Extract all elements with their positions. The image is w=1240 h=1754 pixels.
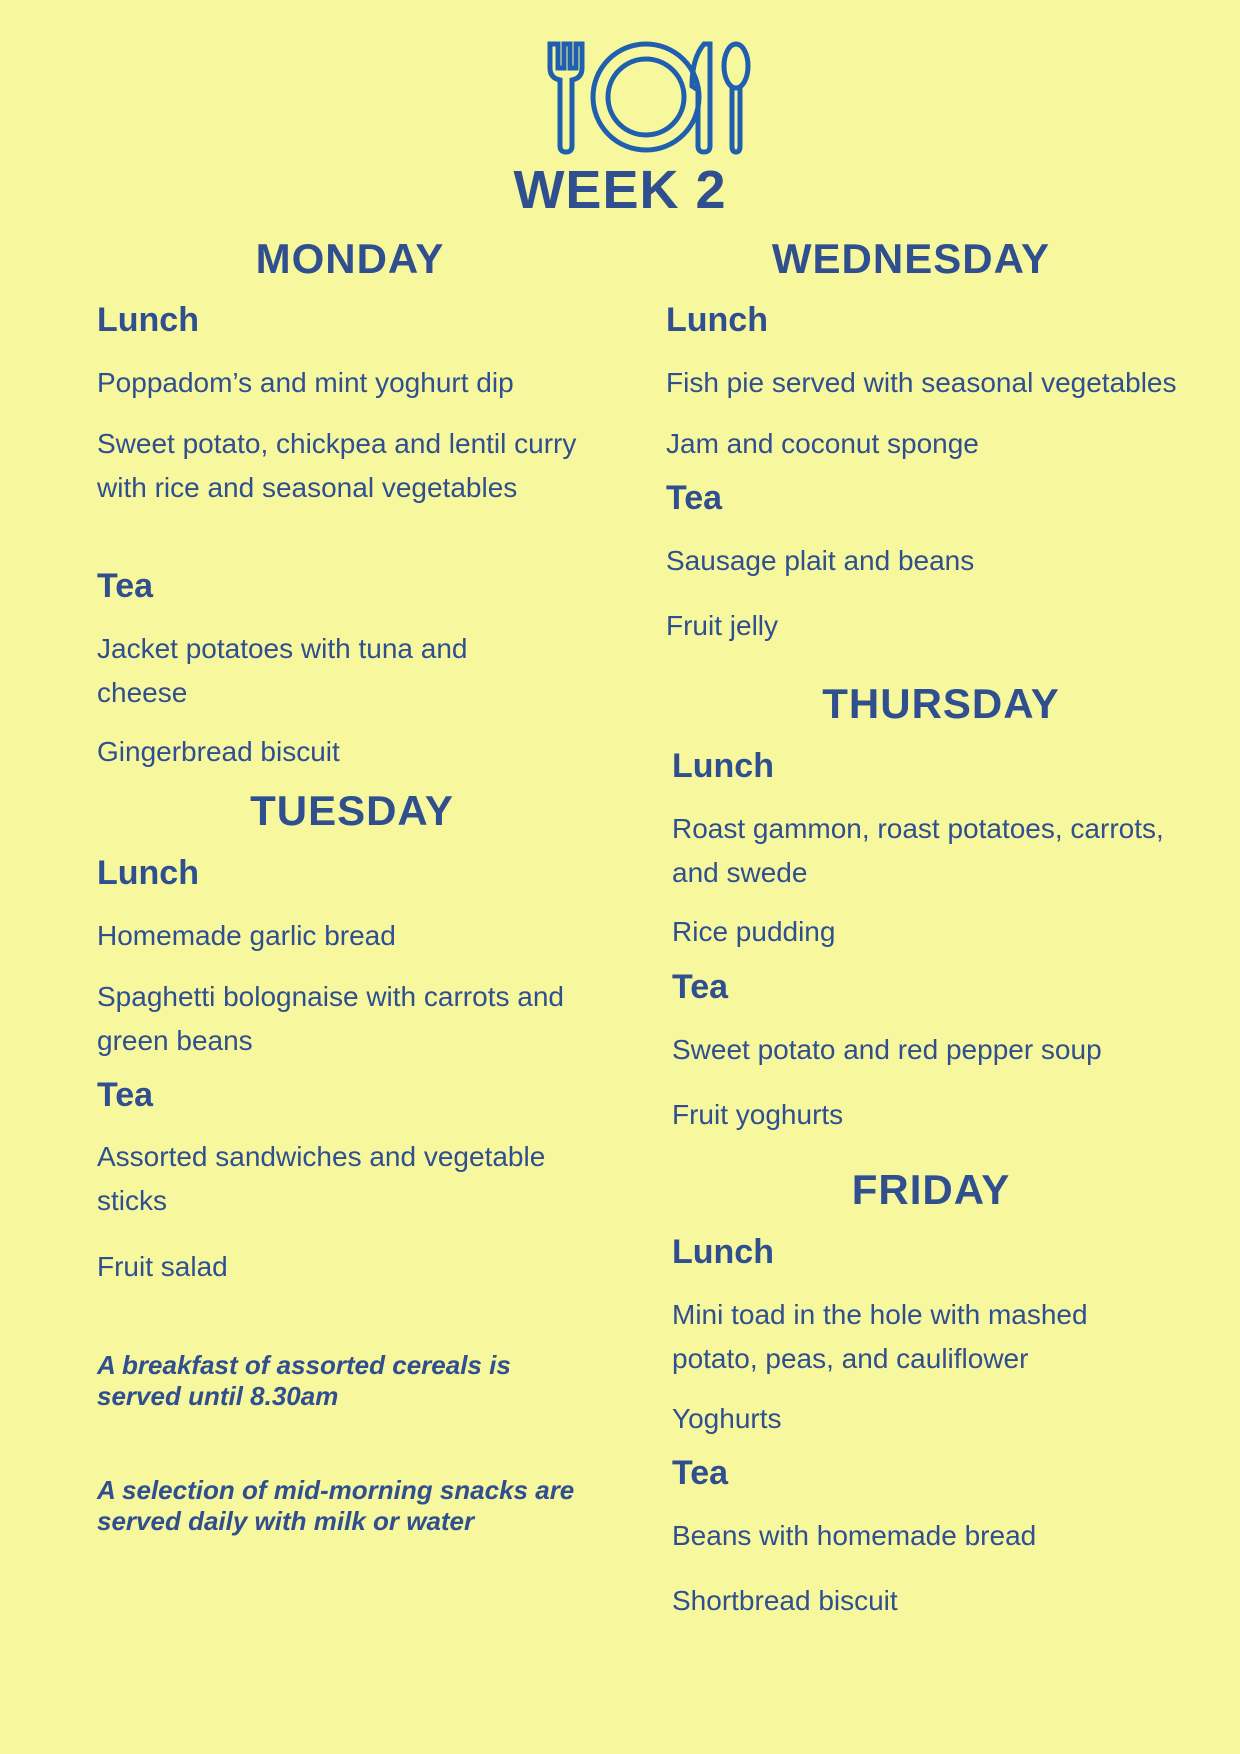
breakfast-note: A breakfast of assorted cereals is served until 8.30am <box>97 1350 511 1411</box>
day-heading-thursday: THURSDAY <box>822 680 1060 727</box>
menu-item: Beans with homemade bread <box>672 1520 1037 1551</box>
day-heading-friday: FRIDAY <box>851 1166 1011 1213</box>
menu-item: Mini toad in the hole with mashed potato, peas, and cauliflower <box>672 1299 1088 1374</box>
menu-item: Fish pie served with seasonal vegetables <box>666 367 1177 398</box>
menu-item: Sausage plait and beans <box>666 545 975 576</box>
meal-label-tea: Tea <box>666 479 723 517</box>
plate-with-cutlery-icon <box>546 38 752 156</box>
menu-item: Yoghurts <box>672 1403 782 1434</box>
meal-label-tea: Tea <box>672 1454 729 1492</box>
menu-item: Poppadom’s and mint yoghurt dip <box>97 367 514 398</box>
meal-label-lunch: Lunch <box>672 1233 774 1271</box>
menu-item: Rice pudding <box>672 916 836 947</box>
meal-label-tea: Tea <box>97 1076 154 1114</box>
menu-item: Spaghetti bolognaise with carrots and green beans <box>97 981 564 1056</box>
menu-item: Jacket potatoes with tuna and cheese <box>97 633 468 708</box>
snacks-note: A selection of mid-morning snacks are served daily with milk or water <box>97 1475 575 1536</box>
menu-item: Fruit yoghurts <box>672 1099 844 1130</box>
meal-label-lunch: Lunch <box>97 854 199 892</box>
menu-item: Fruit salad <box>97 1251 228 1282</box>
menu-item: Roast gammon, roast potatoes, carrots, and swede <box>672 813 1164 888</box>
menu-item: Fruit jelly <box>666 610 779 641</box>
day-heading-wednesday: WEDNESDAY <box>771 235 1051 282</box>
menu-item: Gingerbread biscuit <box>97 736 340 767</box>
page-title: WEEK 2 <box>513 160 727 220</box>
menu-item: Assorted sandwiches and vegetable sticks <box>97 1141 546 1216</box>
menu-item: Jam and coconut sponge <box>666 428 979 459</box>
menu-item: Sweet potato, chickpea and lentil curry with rice and seasonal vegetables <box>97 428 577 503</box>
menu-item: Shortbread biscuit <box>672 1585 898 1616</box>
menu-item: Sweet potato and red pepper soup <box>672 1034 1102 1065</box>
menu-item: Homemade garlic bread <box>97 920 396 951</box>
meal-label-lunch: Lunch <box>666 301 768 339</box>
meal-label-lunch: Lunch <box>672 747 774 785</box>
day-heading-monday: MONDAY <box>255 235 445 282</box>
meal-label-lunch: Lunch <box>97 301 199 339</box>
day-heading-tuesday: TUESDAY <box>250 787 454 834</box>
meal-label-tea: Tea <box>97 567 154 605</box>
meal-label-tea: Tea <box>672 968 729 1006</box>
